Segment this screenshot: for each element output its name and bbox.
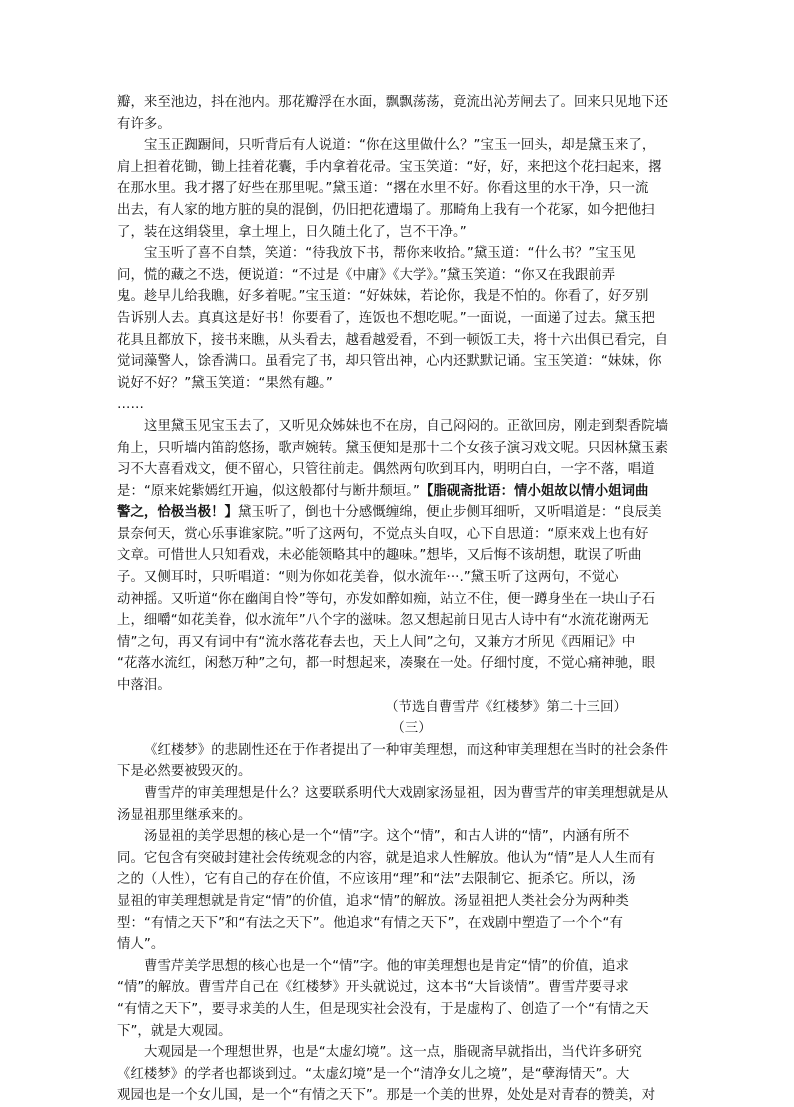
text-line: 宝玉正踟蹰间，只听背后有人说道：“你在这里做什么？”宝玉一回头，却是黛玉来了， — [144, 138, 656, 154]
text-line: 在那水里。我才撂了好些在那里呢。”黛玉道：“撂在水里不好。你看这里的水干净，只一流 — [117, 181, 649, 197]
text-line: “情”的解放。曹雪芹自己在《红楼梦》开头就说过，这本书“大旨谈情”。曹雪芹要寻求 — [117, 980, 629, 996]
text-line: “花落水流红，闲愁万种”之句，都一时想起来，凑聚在一处。仔细忖度，不觉心痛神驰，眼 — [117, 656, 656, 672]
document-page — [117, 92, 679, 1107]
text-line: 这里黛玉见宝玉去了，又听见众姊妹也不在房，自己闷闷的。正欲回房，刚走到梨香院墙 — [144, 418, 669, 434]
text-line: 是：“原来姹紫嫣红开遍，似这般都付与断井颓垣。”【脂砚斋批语：情小姐故以情小姐词曲 — [117, 483, 649, 499]
commentary-text: 【脂砚斋批语：情小姐故以情小姐词曲 — [419, 483, 649, 499]
text-line: 有许多。 — [117, 116, 171, 132]
text-line: 下是必然要被毁灭的。 — [117, 764, 252, 780]
text-line: 上，细嚼“如花美眷，似水流年”八个字的滋味。忽又想起前日见古人诗中有“水流花谢两无 — [117, 613, 649, 629]
text-line: 动神摇。又听道“你在幽闺自怜”等句，亦发如醉如痴，站立不住，便一蹲身坐在一块山子石 — [117, 591, 656, 607]
text-line: 之的（人性），它有自己的存在价值，不应该用“理”和“法”去限制它、扼杀它。所以，汤 — [117, 872, 636, 888]
text-line: 汤显祖那里继承来的。 — [117, 807, 252, 823]
text-line: 汤显祖的美学思想的核心是一个“情”字。这个“情”，和古人讲的“情”，内涵有所不 — [144, 829, 630, 845]
text-line: 情”之句，再又有词中有“流水落花春去也，天上人间”之句，又兼方才所见《西厢记》中 — [117, 634, 636, 650]
text-line: 问，慌的藏之不迭，便说道：“不过是《中庸》《大学》。”黛玉笑道：“你又在我跟前弄 — [117, 267, 616, 283]
text-line: “有情之天下”，要寻求美的人生，但是现实社会没有，于是虚构了、创造了一个“有情之天 — [117, 1001, 649, 1017]
text-line: 情人”。 — [117, 937, 165, 953]
text-line: 角上，只听墙内笛韵悠扬，歌声婉转。黛玉便知是那十二个女孩子演习戏文呢。只因林黛玉素 — [117, 440, 669, 456]
text-line: 观园也是一个女儿国，是一个“有情之天下”。那是一个美的世界，处处是对青春的赞美，对 — [117, 1088, 656, 1104]
text-line: 出去，有人家的地方脏的臭的混倒，仍旧把花遭塌了。那畸角上我有一个花冢，如今把他扫 — [117, 202, 655, 218]
text-line: 型：“有情之天下”和“有法之天下”。他追求“有情之天下”，在戏剧中塑造了一个个“有 — [117, 915, 623, 931]
text-line: 觉词藻警人，馀香满口。虽看完了书，却只管出神，心内还默默记诵。宝玉笑道：“妹妹，你 — [117, 354, 662, 370]
text-line: 文章。可惜世人只知看戏，未必能领略其中的趣味。”想毕，又后悔不该胡想，耽误了听曲 — [117, 548, 642, 564]
text-line: 鬼。趁早儿给我瞧，好多着呢。”宝玉道：“好妹妹，若论你，我是不怕的。你看了，好歹别 — [117, 289, 649, 305]
text-line: 景奈何天，赏心乐事谁家院。”听了这两句，不觉点头自叹，心下自思道：“原来戏上也有好 — [117, 526, 649, 542]
text-line: 曹雪芹的审美理想是什么？这要联系明代大戏剧家汤显祖，因为曹雪芹的审美理想就是从 — [144, 786, 669, 801]
text-line: 《红楼梦》的悲剧性还在于作者提出了一种审美理想，而这种审美理想在当时的社会条件 — [144, 742, 669, 758]
source-citation: （节选自曹雪芹《红楼梦》第二十三回） — [385, 699, 627, 715]
text-line: 中落泪。 — [117, 678, 171, 694]
text-line: 子。又侧耳时，只听唱道：“则为你如花美眷，似水流年···.”黛玉听了这两句，不觉心 — [117, 570, 619, 586]
commentary-text: 警之，恰极当极！】 — [117, 505, 238, 521]
text-line: 宝玉听了喜不自禁，笑道：“待我放下书，帮你来收拾。”黛玉道：“什么书？”宝玉见 — [144, 246, 636, 262]
text-line: 同。它包含有突破封建社会传统观念的内容，就是追求人性解放。他认为“情”是人人生而有 — [117, 850, 656, 866]
text-line: 曹雪芹美学思想的核心也是一个“情”字。他的审美理想也是肯定“情”的价值，追求 — [144, 958, 629, 974]
section-heading: （三） — [391, 721, 432, 737]
text-line: 警之，恰极当极！】黛玉听了，倒也十分感慨缠绵，便止步侧耳细听，又听唱道是：“良辰美 — [117, 505, 662, 521]
text-line: …… — [117, 397, 144, 413]
text-line: 显祖的审美理想就是肯定“情”的价值，追求“情”的解放。汤显祖把人类社会分为两种类 — [117, 893, 629, 909]
text-line: 说好不好？”黛玉笑道：“果然有趣。” — [117, 375, 333, 391]
text-line: 花具且都放下，接书来瞧，从头看去，越看越爱看，不到一顿饭工夫，将十六出俱已看完，自 — [117, 332, 669, 348]
text-line: 习不大喜看戏文，便不留心，只管往前走。偶然两句吹到耳内，明明白白，一字不落，唱道 — [117, 462, 655, 478]
text-line: 肩上担着花锄，锄上挂着花囊，手内拿着花帚。宝玉笑道：“好，好，来把这个花扫起来，撂 — [117, 159, 662, 175]
text-line: 下”，就是大观园。 — [117, 1023, 232, 1039]
text-line: 《红楼梦》的学者也都谈到过。“太虚幻境”是一个“清净女儿之境”，是“孽海情天”。大 — [117, 1066, 630, 1082]
text-line: 大观园是一个理想世界，也是“太虚幻境”。这一点，脂砚斋早就指出，当代许多研究 — [144, 1045, 642, 1061]
text-line: 了，装在这绢袋里，拿土埋上，日久随土化了，岂不干净。” — [117, 224, 467, 240]
text-line: 告诉别人去。真真这是好书！你要看了，连饭也不想吃呢。”一面说，一面递了过去。黛玉把 — [117, 310, 655, 326]
text-line: 瓣，来至池边，抖在池内。那花瓣浮在水面，飘飘荡荡，竟流出沁芳闸去了。回来只见地下还 — [117, 95, 669, 110]
